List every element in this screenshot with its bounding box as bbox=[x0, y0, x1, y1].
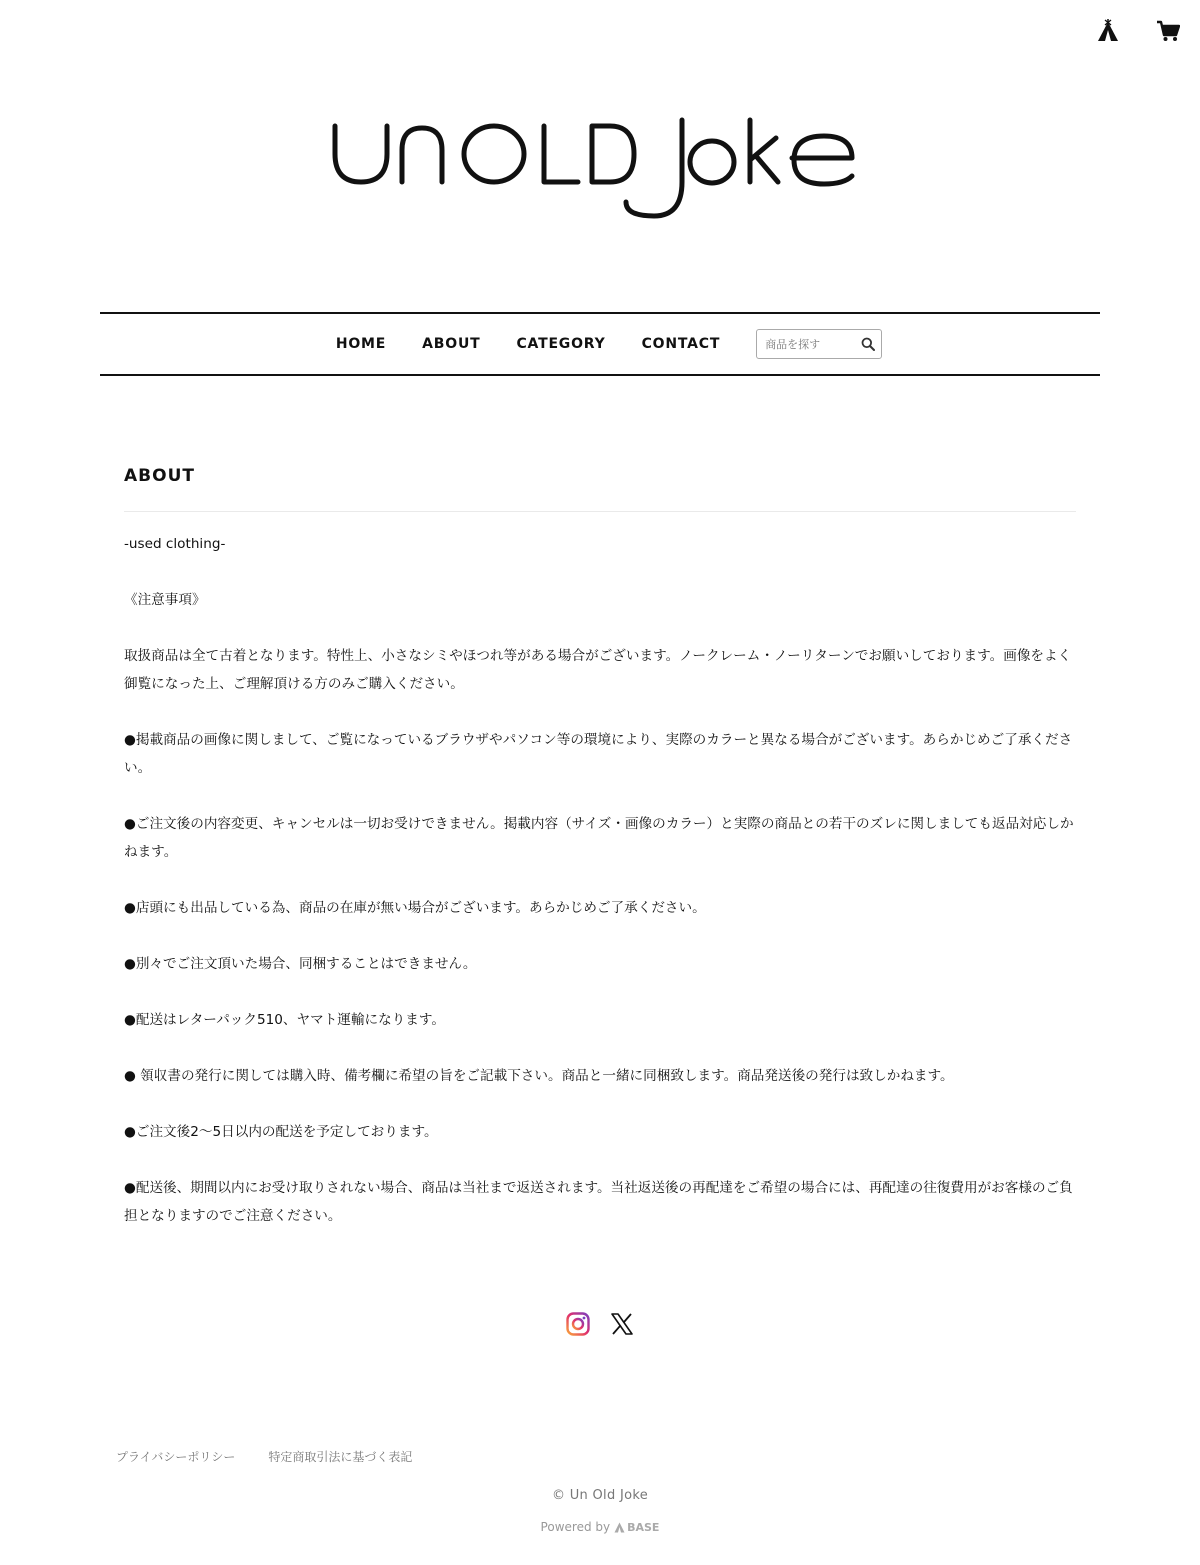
notice-paragraph: ●配送はレターパック510、ヤマト運輸になります。 bbox=[124, 1012, 445, 1028]
notice-paragraph: ●別々でご注文頂いた場合、同梱することはできません。 bbox=[124, 956, 477, 972]
powered-by-label: Powered by bbox=[540, 1520, 611, 1534]
powered-by bbox=[0, 1520, 1200, 1534]
notice-paragraph: ●ご注文後の内容変更、キャンセルは一切お受けできません。掲載内容（サイズ・画像のカラー）と実際の商品との若干のズレに関しましても返品対応しかねます。 bbox=[124, 816, 1074, 860]
notice-paragraph: 取扱商品は全て古着となります。特性上、小さなシミやほつれ等がある場合がございます。ノークレーム・ノーリターンでお願いしております。画像をよく御覧になった上、ご理解頂ける方のみご購入ください。 bbox=[124, 648, 1072, 692]
legal-notice-link[interactable]: 特定商取引法に基づく表記 bbox=[268, 1450, 413, 1464]
search-icon[interactable] bbox=[861, 337, 875, 351]
social-links bbox=[0, 1310, 1200, 1338]
search-input[interactable] bbox=[765, 338, 849, 351]
x-icon[interactable] bbox=[610, 1310, 634, 1338]
base-tent-icon[interactable] bbox=[1096, 18, 1120, 44]
main-nav bbox=[100, 312, 1100, 376]
about-body bbox=[124, 530, 1076, 1230]
notice-paragraph: ● 領収書の発行に関しては購入時、備考欄に希望の旨をご記載下さい。商品と一緒に同梱致します。商品発送後の発行は致しかねます。 bbox=[124, 1068, 954, 1084]
nav-contact[interactable]: CONTACT bbox=[641, 336, 721, 352]
page-title: ABOUT bbox=[124, 462, 1076, 512]
notice-paragraph: ●配送後、期間以内にお受け取りされない場合、商品は当社まで返送されます。当社返送後の再配達をご希望の場合には、再配達の往復費用がお客様のご負担となりますのでご注意ください。 bbox=[124, 1180, 1073, 1224]
cart-icon[interactable] bbox=[1156, 18, 1180, 44]
about-content bbox=[124, 462, 1076, 1258]
instagram-icon[interactable] bbox=[566, 1310, 590, 1338]
tagline: -used clothing- bbox=[124, 536, 226, 552]
nav-home[interactable]: HOME bbox=[335, 336, 387, 352]
header-icons bbox=[1096, 18, 1180, 44]
nav-about[interactable]: ABOUT bbox=[422, 336, 481, 352]
notice-paragraph: ●掲載商品の画像に関しまして、ご覧になっているブラウザやパソコン等の環境により、実際のカラーと異なる場合がございます。あらかじめご了承ください。 bbox=[124, 732, 1073, 776]
logo-image bbox=[330, 112, 870, 232]
notice-paragraph: ●ご注文後2〜5日以内の配送を予定しております。 bbox=[124, 1124, 438, 1140]
base-logo-icon bbox=[614, 1522, 625, 1533]
notice-paragraph: ●店頭にも出品している為、商品の在庫が無い場合がございます。あらかじめご了承ください。 bbox=[124, 900, 706, 916]
copyright: © Un Old Joke bbox=[552, 1488, 648, 1503]
base-brand-link[interactable] bbox=[614, 1521, 659, 1534]
footer-links bbox=[116, 1448, 412, 1465]
base-brand-label: BASE bbox=[627, 1520, 660, 1534]
search-box bbox=[756, 329, 882, 359]
notice-heading: 《注意事項》 bbox=[124, 592, 206, 608]
privacy-policy-link[interactable]: プライバシーポリシー bbox=[116, 1450, 236, 1464]
shop-logo[interactable] bbox=[0, 112, 1200, 236]
nav-category[interactable]: CATEGORY bbox=[516, 336, 606, 352]
